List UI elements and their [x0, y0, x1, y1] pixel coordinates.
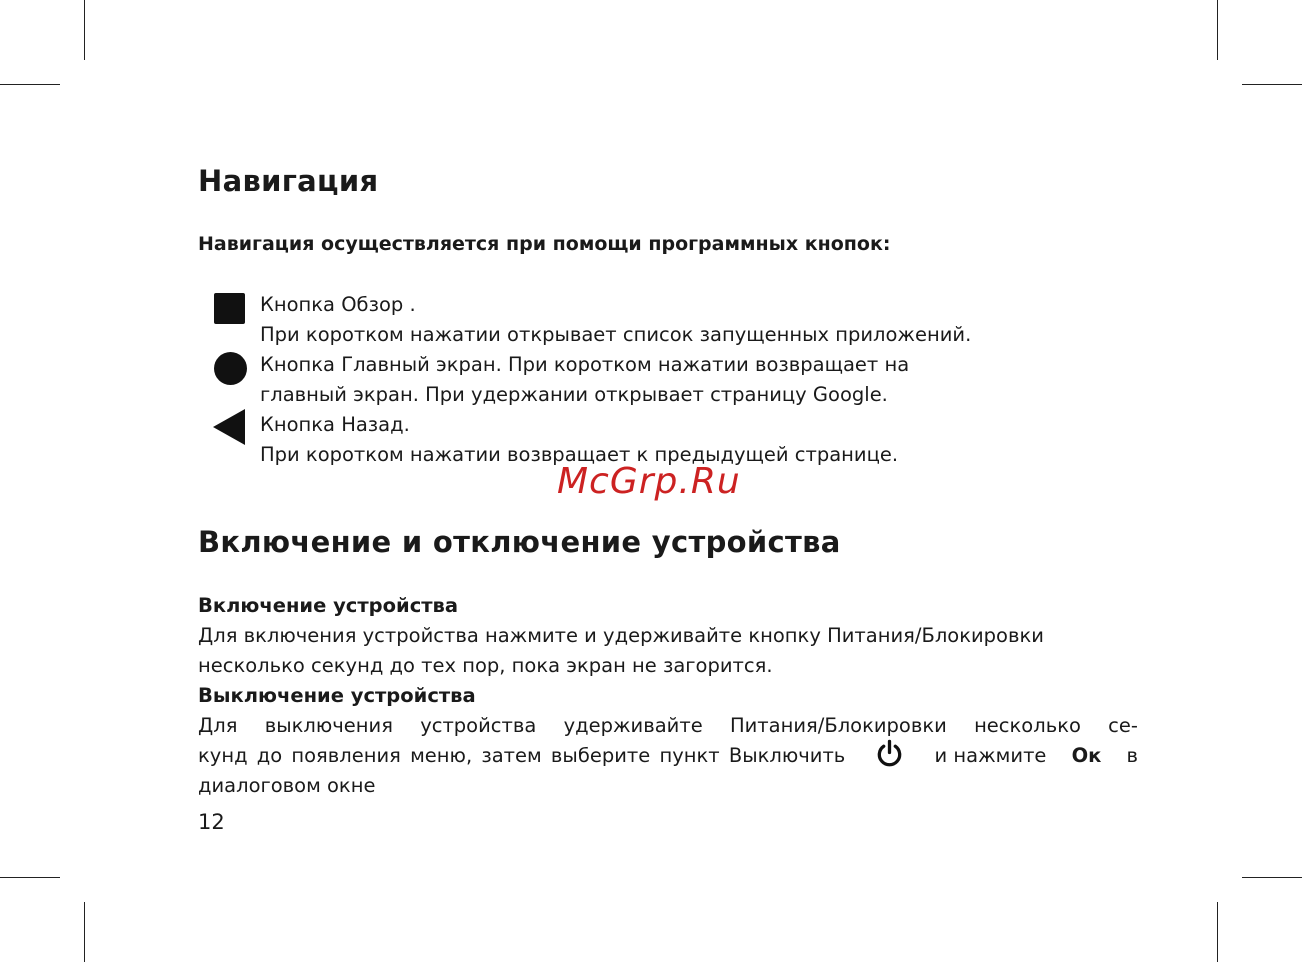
navigation-intro: Навигация осуществляется при помощи программных кнопок:: [198, 233, 891, 255]
power-off-word: несколько: [974, 714, 1081, 737]
square-overview-icon: [214, 293, 245, 324]
nav-item-overview-line-2: При коротком нажатии открывает список запущенных приложений.: [260, 323, 972, 346]
nav-item-home-line-1: Кнопка Главный экран. При коротком нажатии возвращает на: [260, 353, 910, 376]
triangle-back-icon: [213, 409, 245, 445]
circle-home-icon: [214, 352, 247, 385]
nav-item-back-line-2: При коротком нажатии возвращает к предыдущей странице.: [260, 443, 899, 466]
power-off-line-1: [198, 714, 1138, 738]
power-off-word: устройства: [420, 714, 537, 737]
power-off-line-2-before: кунд до появления меню, затем выберите пункт Выключить: [198, 744, 846, 767]
watermark: McGrp.Ru: [557, 461, 741, 502]
crop-mark-bottom-left-horizontal: [0, 877, 60, 878]
crop-mark-top-left-vertical: [84, 0, 85, 60]
nav-item-overview-line-1: Кнопка Обзор .: [260, 293, 416, 316]
power-off-word: выключения: [264, 714, 393, 737]
power-off-word: се-: [1108, 714, 1138, 737]
navigation-title: Навигация: [198, 164, 379, 198]
power-off-ok-label: Ок: [1071, 744, 1102, 767]
power-off-heading: Выключение устройства: [198, 684, 476, 707]
power-off-line-3: диалоговом окне: [198, 774, 376, 797]
crop-mark-top-left-horizontal: [0, 84, 60, 85]
page-number: 12: [198, 810, 225, 834]
power-off-word: удерживайте: [563, 714, 703, 737]
crop-mark-top-right-vertical: [1217, 0, 1218, 60]
crop-mark-bottom-left-vertical: [84, 902, 85, 962]
crop-mark-top-right-horizontal: [1242, 84, 1302, 85]
crop-mark-bottom-right-vertical: [1217, 902, 1218, 962]
power-off-word: Для: [198, 714, 238, 737]
power-off-line-2-after: и нажмите: [934, 744, 1047, 767]
power-on-line-2: несколько секунд до тех пор, пока экран не загорится.: [198, 654, 773, 677]
nav-item-home-line-2: главный экран. При удержании открывает страницу Google.: [260, 383, 888, 406]
power-off-line-2-end: в: [1126, 744, 1138, 767]
power-icon: [870, 744, 909, 769]
crop-mark-bottom-right-horizontal: [1242, 877, 1302, 878]
power-title: Включение и отключение устройства: [198, 525, 841, 559]
power-on-heading: Включение устройства: [198, 594, 459, 617]
power-off-line-2: [198, 744, 1138, 769]
power-on-line-1: Для включения устройства нажмите и удерживайте кнопку Питания/Блокировки: [198, 624, 1044, 647]
power-off-word: Питания/Блокировки: [729, 714, 947, 737]
nav-item-back-line-1: Кнопка Назад.: [260, 413, 410, 436]
